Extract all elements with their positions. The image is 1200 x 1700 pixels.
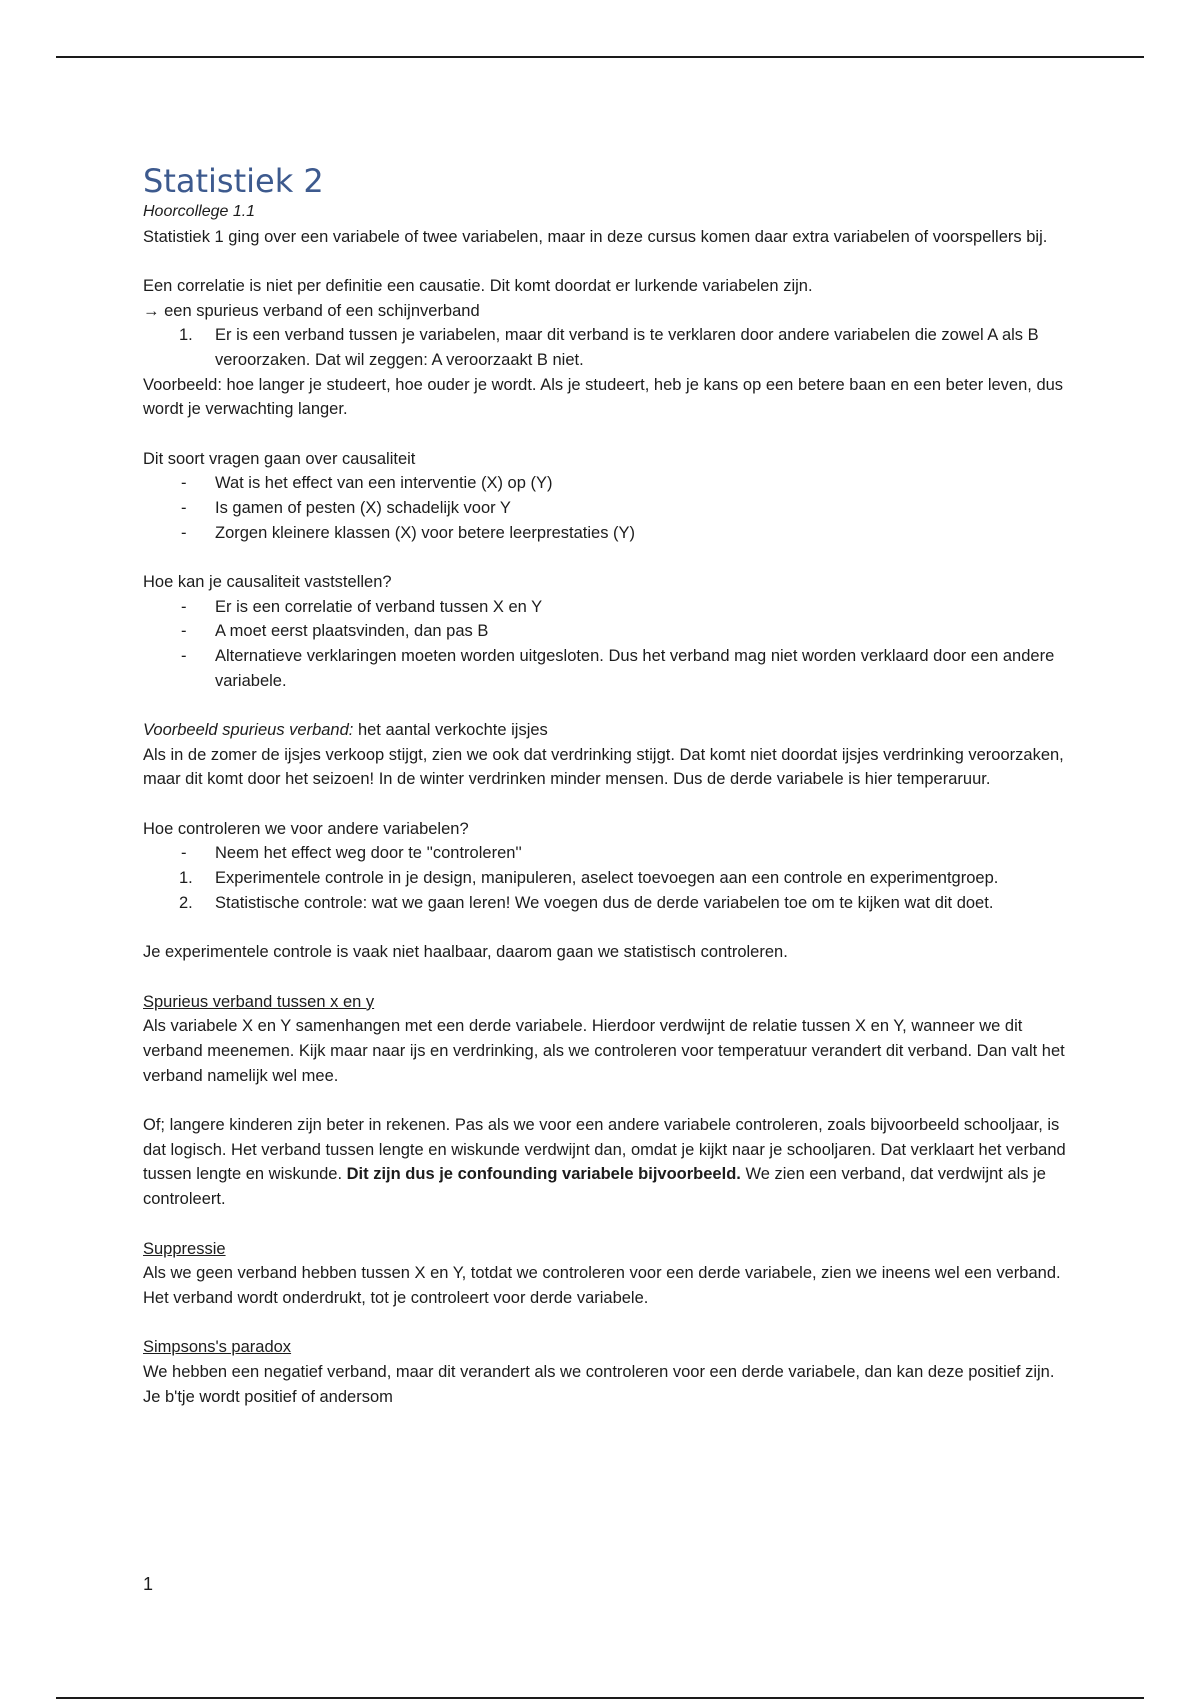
experimental-note: Je experimentele controle is vaak niet haalbaar, daarom gaan we statistisch controleren. xyxy=(143,943,788,962)
list-item-text: A moet eerst plaatsvinden, dan pas B xyxy=(215,622,489,641)
icecream-paragraph: Als in de zomer de ijsjes verkoop stijgt, zien we ook dat verdrinking stijgt. Dat komt niet doordat ijsjes verdrinking veroorzaken, maar dit komt door het seizoen! In de winter verdrinken minder mensen. Dus de derde variabele is hier temperaruur. xyxy=(143,745,1064,789)
footer-rule xyxy=(56,1697,1144,1699)
list-bullet: - xyxy=(181,474,187,493)
list-item-text: Is gamen of pesten (X) schadelijk voor Y xyxy=(215,498,511,517)
page-number: 1 xyxy=(143,1574,154,1594)
suppression-paragraph: Als we geen verband hebben tussen X en Y, totdat we controleren voor een derde variabele, zien we ineens wel een verband. Het verband wordt onderdrukt, tot je controleert voor derde variabele. xyxy=(143,1264,1061,1307)
list-item xyxy=(143,521,1073,546)
simpson-heading: Simpsons's paradox xyxy=(143,1338,292,1357)
list-bullet: - xyxy=(181,523,187,542)
list-item xyxy=(143,841,1073,866)
list-number: 2. xyxy=(179,893,193,912)
numbered-item xyxy=(143,323,1073,372)
list-bullet: - xyxy=(181,622,187,641)
list-number: 1. xyxy=(179,869,193,888)
correlation-statement: Een correlatie is niet per definitie een causatie. Dit komt doordat er lurkende variabelen zijn. xyxy=(143,277,813,296)
list-item-text: Zorgen kleinere klassen (X) voor betere leerprestaties (Y) xyxy=(215,523,636,542)
list-item xyxy=(143,619,1073,644)
list-item-text: Neem het effect weg door te ''controleren'' xyxy=(215,844,522,863)
children-text: Of; langere kinderen zijn beter in rekenen. Pas als we voor een andere variabele controleren, zoals bijvoorbeeld schooljaar, is dat logisch. Het verband tussen lengte en wiskunde verdwijnt dan, omdat je kijkt naar je schooljaren. Dat verklaart het verband tussen lengte en wiskunde. xyxy=(143,1116,1066,1184)
example-label-rest: het aantal verkochte ijsjes xyxy=(353,721,548,740)
spacer xyxy=(143,1212,1073,1237)
list-bullet: - xyxy=(181,646,187,665)
confounding-emphasis: Dit zijn dus je confounding variabele bijvoorbeeld. xyxy=(346,1165,741,1184)
spurious-arrow-text: een spurieus verband of een schijnverband xyxy=(164,301,480,320)
document-body xyxy=(143,160,1073,1409)
suppression-heading: Suppressie xyxy=(143,1239,226,1258)
spacer xyxy=(143,792,1073,817)
children-paragraph xyxy=(143,1113,1073,1211)
spacer xyxy=(143,249,1073,274)
intro-paragraph: Statistiek 1 ging over een variabele of twee variabelen, maar in deze cursus komen daar extra variabelen of voorspellers bij. xyxy=(143,227,1048,246)
control-intro: Hoe controleren we voor andere variabelen? xyxy=(143,819,469,838)
arrow-icon: → xyxy=(143,301,160,320)
page-title: Statistiek 2 xyxy=(143,162,324,200)
numbered-item xyxy=(143,866,1073,891)
spurious-paragraph: Als variabele X en Y samenhangen met een derde variabele. Hierdoor verdwijnt de relatie tussen X en Y, wanneer we dit verband meenemen. Kijk maar naar ijs en verdrinking, als we controleren voor temperatuur verandert dit verband. Dan valt het verband namelijk wel mee. xyxy=(143,1017,1065,1085)
establish-causality-intro: Hoe kan je causaliteit vaststellen? xyxy=(143,573,392,592)
simpson-paragraph: We hebben een negatief verband, maar dit verandert als we controleren voor een derde variabele, dan kan deze positief zijn. Je b'tje wordt positief of andersom xyxy=(143,1362,1055,1406)
numbered-item-text: Er is een verband tussen je variabelen, maar dit verband is te verklaren door andere variabelen die zowel A als B veroorzaken. Dat wil zeggen: A veroorzaakt B niet. xyxy=(215,326,1039,369)
spacer xyxy=(143,545,1073,570)
example-paragraph: Voorbeeld: hoe langer je studeert, hoe ouder je wordt. Als je studeert, heb je kans op een betere baan en een beter leven, dus wordt je verwachting langer. xyxy=(143,375,1064,419)
list-bullet: - xyxy=(181,597,187,616)
numbered-item-text: Experimentele controle in je design, manipuleren, aselect toevoegen aan een controle en experimentgroep. xyxy=(215,869,999,888)
spacer xyxy=(143,915,1073,940)
spacer xyxy=(143,965,1073,990)
header-rule xyxy=(56,56,1144,58)
example-label: Voorbeeld spurieus verband: xyxy=(143,721,354,740)
list-item xyxy=(143,595,1073,620)
list-item xyxy=(143,471,1073,496)
spacer xyxy=(143,693,1073,718)
list-bullet: - xyxy=(181,498,187,517)
children-rest: We zien een verband, dat verdwijnt als je controleert. xyxy=(143,1165,1046,1208)
numbered-item xyxy=(143,891,1073,916)
spurious-heading: Spurieus verband tussen x en y xyxy=(143,992,375,1011)
spurious-arrow-line xyxy=(143,299,1073,324)
list-item-text: Alternatieve verklaringen moeten worden uitgesloten. Dus het verband mag niet worden verklaard door een andere variabele. xyxy=(215,646,1055,690)
numbered-item-text: Statistische controle: wat we gaan leren! We voegen dus de derde variabelen toe om te kijken wat dit doet. xyxy=(215,893,994,912)
list-item xyxy=(143,644,1073,693)
lecture-subtitle: Hoorcollege 1.1 xyxy=(143,203,256,220)
list-item-text: Wat is het effect van een interventie (X) op (Y) xyxy=(215,474,553,493)
list-number: 1. xyxy=(179,326,193,345)
list-item-text: Er is een correlatie of verband tussen X en Y xyxy=(215,597,543,616)
list-item xyxy=(143,496,1073,521)
causality-questions-intro: Dit soort vragen gaan over causaliteit xyxy=(143,449,416,468)
list-bullet: - xyxy=(181,844,187,863)
icecream-example-heading xyxy=(143,718,1073,743)
spacer xyxy=(143,1310,1073,1335)
spacer xyxy=(143,422,1073,447)
spacer xyxy=(143,1088,1073,1113)
